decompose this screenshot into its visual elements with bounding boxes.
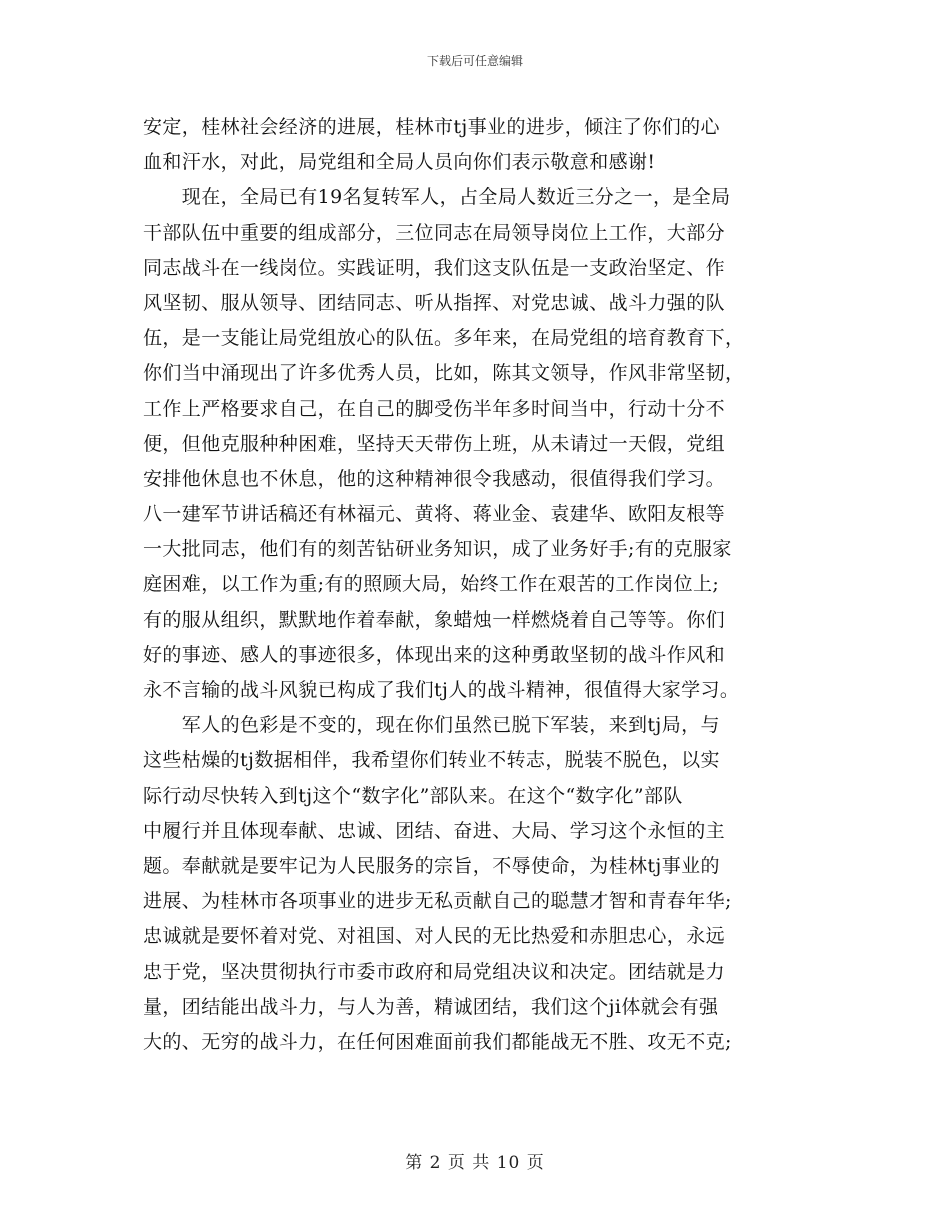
- text-line: 干部队伍中重要的组成部分，三位同志在局领导岗位上工作，大部分: [143, 221, 726, 244]
- text-line: 大的、无穷的战斗力，在任何困难面前我们都能战无不胜、攻无不克;: [143, 1030, 732, 1053]
- text-line: 永不言输的战斗风貌已构成了我们tj人的战斗精神，很值得大家学习。: [143, 679, 740, 701]
- text-line: 安定，桂林社会经济的进展，桂林市tj事业的进步，倾注了你们的心: [143, 116, 720, 138]
- text-line: 军人的色彩是不变的，现在你们虽然已脱下军装，来到tj局，与: [143, 714, 720, 737]
- page-header: 下载后可任意编辑: [426, 54, 523, 68]
- text-line: 量，团结能出战斗力，与人为善，精诚团结，我们这个ji体就会有强: [143, 995, 719, 1018]
- text-line: 伍，是一支能让局党组放心的队伍。多年来，在局党组的培育教育下，: [143, 327, 745, 350]
- text-line: 一大批同志，他们有的刻苦钻研业务知识，成了业务好手;有的克服家: [143, 538, 732, 561]
- text-line: 进展、为桂林市各项事业的进步无私贡献自己的聪慧才智和青春年华;: [143, 890, 732, 913]
- text-line: 同志战斗在一线岗位。实践证明，我们这支队伍是一支政治坚定、作: [143, 256, 726, 279]
- text-line: 风坚韧、服从领导、团结同志、听从指挥、对党忠诚、战斗力强的队: [143, 291, 726, 314]
- text-line: 血和汗水，对此，局党组和全局人员向你们表示敬意和感谢!: [143, 151, 656, 174]
- text-line: 忠诚就是要怀着对党、对祖国、对人民的无比热爱和赤胆忠心，永远: [143, 925, 726, 948]
- text-line: 八一建军节讲话稿还有林福元、黄将、蒋业金、袁建华、欧阳友根等: [143, 503, 726, 526]
- text-line: 有的服从组织，默默地作着奉献，象蜡烛一样燃烧着自己等等。你们: [143, 608, 726, 631]
- document-body: [143, 110, 813, 1060]
- text-line: 现在，全局已有19名复转军人，占全局人数近三分之一，是全局: [143, 186, 731, 209]
- text-line: 庭困难，以工作为重;有的照顾大局，始终工作在艰苦的工作岗位上;: [143, 573, 720, 596]
- text-line: 好的事迹、感人的事迹很多，体现出来的这种勇敢坚韧的战斗作风和: [143, 643, 726, 666]
- text-line: 题。奉献就是要牢记为人民服务的宗旨，不辱使命，为桂林tj事业的: [143, 854, 720, 877]
- text-line: 中履行并且体现奉献、忠诚、团结、奋进、大局、学习这个永恒的主: [143, 819, 726, 842]
- text-line: 安排他休息也不休息，他的这种精神很令我感动，很值得我们学习。: [143, 467, 726, 490]
- text-line: 工作上严格要求自己，在自己的脚受伤半年多时间当中，行动十分不: [143, 397, 726, 420]
- page-footer: 第 2 页 共 10 页: [405, 1153, 545, 1173]
- text-line: 便，但他克服种种困难，坚持天天带伤上班，从未请过一天假，党组: [143, 432, 726, 455]
- text-line: 这些枯燥的tj数据相伴，我希望你们转业不转志，脱装不脱色，以实: [143, 749, 720, 772]
- text-line: 际行动尽快转入到tj这个“数字化”部队来。在这个“数字化”部队: [143, 784, 683, 807]
- text-line: 你们当中涌现出了许多优秀人员，比如，陈其文领导，作风非常坚韧，: [143, 362, 745, 385]
- text-line: 忠于党，坚决贯彻执行市委市政府和局党组决议和决定。团结就是力: [143, 960, 726, 983]
